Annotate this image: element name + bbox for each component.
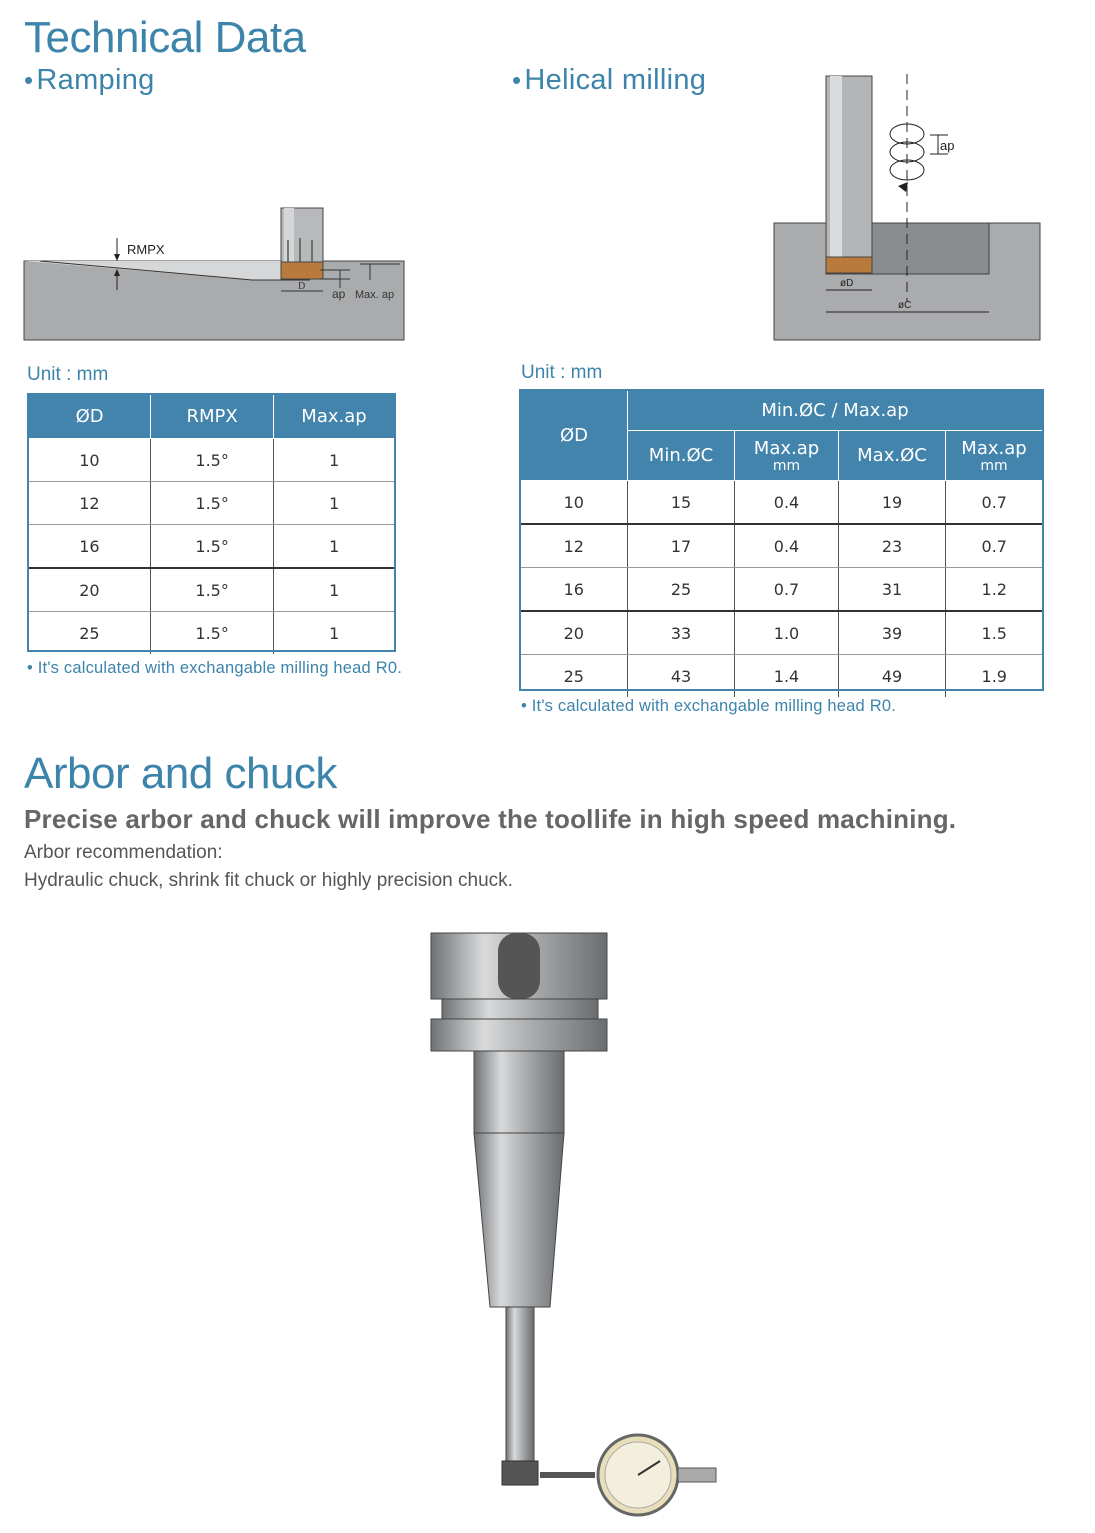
cell: 16 [29, 525, 151, 569]
cell: 0.7 [946, 481, 1043, 525]
cell: 1 [273, 482, 394, 525]
cell: 1 [273, 568, 394, 612]
header-d: ØD [521, 391, 628, 481]
header-rmpx: RMPX [151, 395, 274, 439]
cell: 1.2 [946, 568, 1043, 612]
ramping-note: • It's calculated with exchangable milling head R0. [27, 659, 402, 677]
arbor-title: Arbor and chuck [24, 749, 337, 798]
cell: 25 [521, 655, 628, 698]
rmpx-label: RMPX [127, 242, 165, 257]
cell: 0.4 [735, 481, 839, 525]
table-row [29, 439, 395, 482]
ramping-unit: Unit : mm [27, 364, 109, 385]
table-row [521, 655, 1043, 698]
cell: 1 [329, 623, 340, 643]
cell: 0.7 [735, 568, 839, 612]
cell: 1.0 [735, 611, 839, 655]
cell: 25 [628, 568, 735, 612]
header-max-c: Max.ØC [839, 431, 946, 481]
table-row [29, 482, 395, 525]
cell: 1.5° [151, 482, 274, 525]
cell: 49 [839, 655, 946, 698]
cell: 1 [273, 525, 394, 569]
cell: 31 [839, 568, 946, 612]
header-d: ØD [29, 395, 151, 439]
header-min-c: Min.ØC [628, 431, 735, 481]
helical-note: • It's calculated with exchangable milling head R0. [521, 697, 896, 715]
table-row [521, 611, 1043, 655]
cell: 16 [521, 568, 628, 612]
max-ap-label: Max. ap [355, 289, 395, 301]
arbor-subtitle: Precise arbor and chuck will improve the toollife in high speed machining. [24, 804, 957, 834]
cell: 1.5° [151, 439, 274, 482]
cell: 1.5° [151, 568, 274, 612]
helical-table [520, 390, 1043, 697]
cell: 1.5° [151, 612, 274, 655]
helical-unit: Unit : mm [521, 362, 603, 383]
page-title: Technical Data [24, 13, 306, 62]
cell: 15 [628, 481, 735, 525]
cell: 1.5° [151, 525, 274, 569]
bullet-icon: • [512, 65, 522, 95]
helical-title-text: Helical milling [524, 64, 707, 96]
cell: 43 [628, 655, 735, 698]
ramping-title-text: Ramping [36, 64, 155, 96]
arbor-illustration [420, 925, 730, 1525]
header-max-ap-text: Max.ap [961, 438, 1027, 459]
header-max-ap: Max.ap [273, 395, 394, 439]
cell: 33 [628, 611, 735, 655]
helical-diagram [770, 72, 1045, 347]
helical-ap-label: ap [940, 138, 955, 153]
header-group: Min.ØC / Max.ap [628, 391, 1043, 431]
header-max-ap-text: Max.ap [753, 438, 820, 459]
table-row [29, 612, 395, 655]
arbor-recommendation-label: Arbor recommendation: [24, 842, 223, 863]
table-row [521, 568, 1043, 612]
header-max-ap [946, 431, 1043, 481]
table-row [29, 568, 395, 612]
ramping-table [28, 394, 395, 654]
cell: 39 [839, 611, 946, 655]
cell: 1 [273, 439, 394, 482]
table-row [521, 524, 1043, 568]
ramping-title [24, 66, 155, 95]
bullet-icon: • [24, 65, 34, 95]
cell: 1.4 [735, 655, 839, 698]
cell: 19 [839, 481, 946, 525]
cell: 12 [29, 482, 151, 525]
helical-d-label: øD [840, 278, 854, 289]
cell: 0.7 [946, 524, 1043, 568]
header-unit: mm [772, 458, 801, 474]
ap-label: ap [332, 287, 346, 301]
cell: 23 [839, 524, 946, 568]
table-row [521, 481, 1043, 525]
cell: 1.5 [946, 611, 1043, 655]
cell: 1.9 [981, 666, 1007, 686]
cell: 12 [521, 524, 628, 568]
cell: 17 [628, 524, 735, 568]
header-unit: mm [980, 458, 1008, 474]
helical-c-label: øC [898, 300, 912, 311]
cell: 10 [521, 481, 628, 525]
d-label: D [298, 281, 306, 292]
cell: 20 [29, 568, 151, 612]
cell: 0.4 [735, 524, 839, 568]
cell: 20 [521, 611, 628, 655]
ramping-diagram [20, 200, 410, 345]
cell: 25 [29, 612, 151, 655]
header-max-ap [735, 431, 839, 481]
arbor-recommendation-text: Hydraulic chuck, shrink fit chuck or highly precision chuck. [24, 870, 513, 891]
cell: 10 [29, 439, 151, 482]
table-row [29, 525, 395, 569]
helical-title [512, 66, 706, 95]
